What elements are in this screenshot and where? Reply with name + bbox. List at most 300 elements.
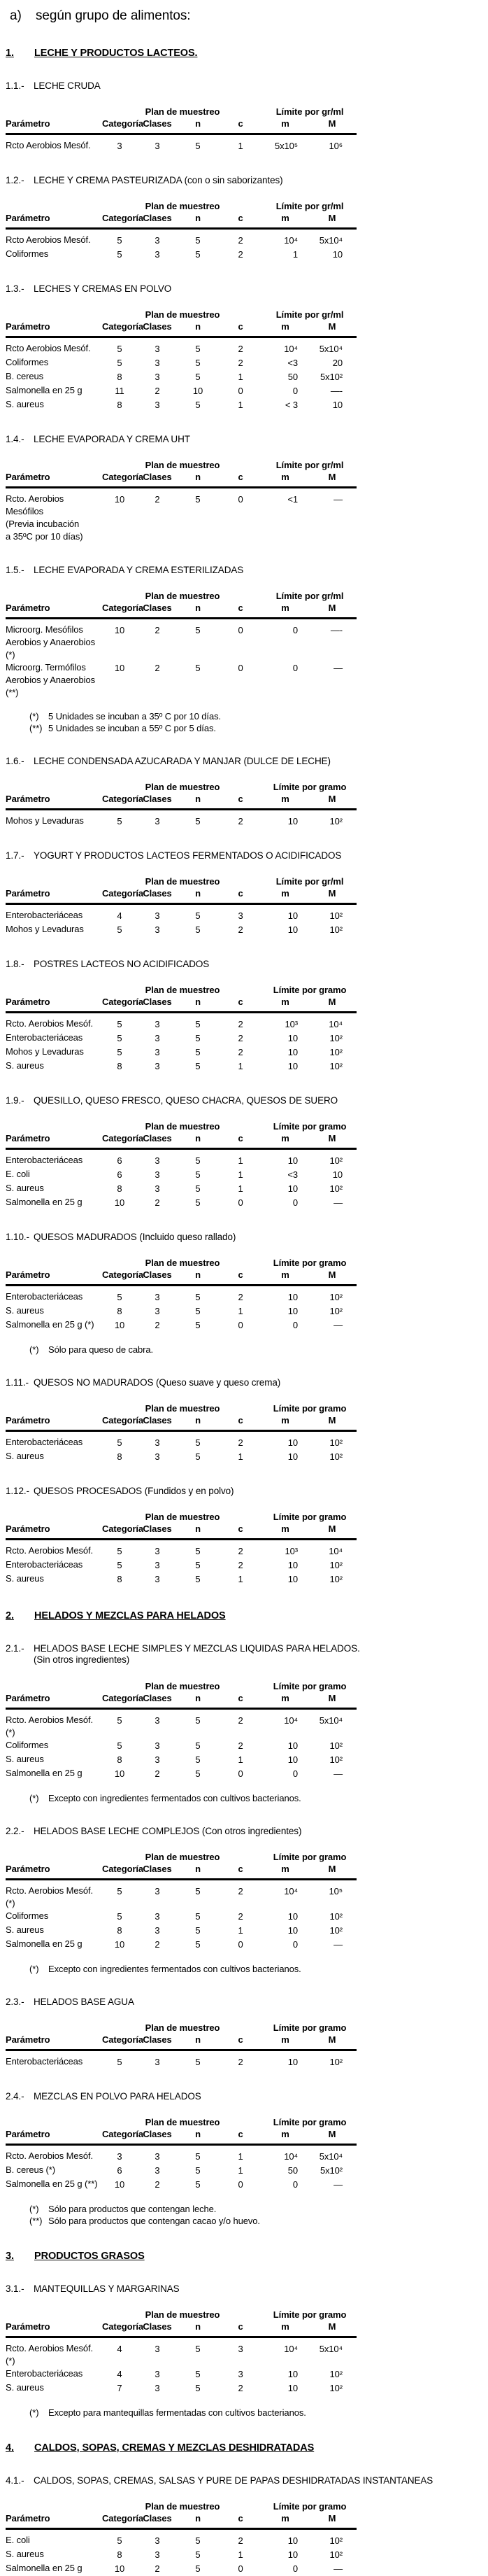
limit-header: Límite por gramo (263, 1403, 357, 1414)
plan-de-muestreo-header: Plan de muestreo (102, 591, 263, 602)
criteria-table (6, 1403, 357, 1464)
cell-c: 2 (218, 356, 263, 370)
cell-clases: 3 (137, 1182, 178, 1196)
footnotes (29, 1963, 482, 1975)
cell-parametro (6, 229, 102, 248)
cell-c: 2 (218, 1046, 263, 1060)
cell-m: 10⁴ (263, 2145, 308, 2165)
subsection-title: LECHE Y CREMA PASTEURIZADA (con o sin saborizantes) (34, 175, 283, 185)
column-header-row (6, 2512, 357, 2529)
table-row (6, 1149, 357, 1169)
cell-clases: 3 (137, 904, 178, 924)
cell-c: 0 (218, 661, 263, 699)
subsection-number: 4.1.- (6, 2475, 34, 2486)
cell-clases: 2 (137, 1318, 178, 1332)
cell-n: 5 (178, 1572, 218, 1586)
column-header-n: n (178, 212, 218, 229)
cell-n: 5 (178, 1318, 218, 1332)
cell-M: — (308, 1938, 357, 1952)
column-header-M: M (308, 996, 357, 1013)
parametro-line: B. cereus (*) (6, 2164, 102, 2176)
plan-de-muestreo-header: Plan de muestreo (102, 1681, 263, 1692)
subsection-heading (6, 1643, 482, 1654)
parametro-line: Rcto. Aerobios Mesóf.(*) (6, 1714, 102, 1739)
cell-m: 0 (263, 384, 308, 398)
column-header-categoria: Categoría (102, 2512, 137, 2529)
cell-c: 0 (218, 2178, 263, 2192)
cell-c: 2 (218, 1739, 263, 1753)
cell-categoria: 7 (102, 2381, 137, 2395)
cell-m: 10 (263, 1753, 308, 1767)
cell-c: 1 (218, 1168, 263, 1182)
footnote-mark: (*) (29, 710, 48, 722)
header-spacer (6, 1681, 102, 1692)
column-header-m: m (263, 2034, 308, 2050)
cell-categoria: 10 (102, 661, 137, 699)
parametro-line: Mohos y Levaduras (6, 1046, 102, 1058)
header-group-row (6, 985, 357, 996)
cell-m: 10 (263, 904, 308, 924)
table-row (6, 370, 357, 384)
column-header-m: m (263, 996, 308, 1013)
cell-m: 10 (263, 1046, 308, 1060)
cell-c: 0 (218, 1938, 263, 1952)
column-header-c: c (218, 2321, 263, 2337)
column-header-n: n (178, 2034, 218, 2050)
cell-c: 1 (218, 398, 263, 412)
footnotes (29, 2203, 482, 2227)
cell-M: 5x10⁴ (308, 2145, 357, 2165)
table-body (6, 1880, 357, 1952)
cell-categoria: 5 (102, 923, 137, 937)
cell-categoria: 8 (102, 1450, 137, 1464)
column-header-categoria: Categoría (102, 1863, 137, 1880)
cell-c: 2 (218, 923, 263, 937)
cell-c: 3 (218, 2367, 263, 2381)
cell-M: —- (308, 619, 357, 662)
column-header-m: m (263, 602, 308, 619)
limit-header: Límite por gr/ml (263, 201, 357, 212)
subsection-heading (6, 959, 482, 969)
table-row (6, 810, 357, 829)
subsection-heading (6, 850, 482, 861)
cell-m: 1 (263, 248, 308, 262)
footnotes (29, 2407, 482, 2419)
cell-m: 0 (263, 2562, 308, 2576)
parametro-line: Enterobacteriáceas (6, 2367, 102, 2380)
footnote-text: Excepto con ingredientes fermentados con cultivos bacterianos. (48, 1792, 301, 1804)
footnote-text: Excepto con ingredientes fermentados con cultivos bacterianos. (48, 1963, 301, 1975)
cell-M: — (308, 1196, 357, 1210)
cell-m: 10 (263, 2367, 308, 2381)
cell-n: 5 (178, 398, 218, 412)
table-body (6, 488, 357, 544)
column-header-n: n (178, 996, 218, 1013)
footnote-mark: (*) (29, 2407, 48, 2419)
parametro-line: Rcto. Aerobios Mesóf. (6, 1544, 102, 1557)
subsection-heading (6, 1232, 482, 1242)
parametro-line: Enterobacteriáceas (6, 1154, 102, 1167)
criteria-table (6, 309, 357, 412)
footnote-text: Sólo para queso de cabra. (48, 1344, 153, 1356)
column-header-m: m (263, 212, 308, 229)
cell-c: 1 (218, 1304, 263, 1318)
cell-M: 10 (308, 1168, 357, 1182)
column-header-c: c (218, 2034, 263, 2050)
table-row (6, 1032, 357, 1046)
parametro-line: S. aureus (6, 1060, 102, 1072)
table-row (6, 1013, 357, 1032)
cell-m: 10 (263, 1910, 308, 1924)
column-header-n: n (178, 1523, 218, 1540)
cell-M: — (308, 1767, 357, 1781)
cell-parametro (6, 923, 102, 937)
column-header-c: c (218, 1269, 263, 1286)
footnote-mark: (*) (29, 1963, 48, 1975)
column-header-c: c (218, 602, 263, 619)
cell-n: 5 (178, 1431, 218, 1451)
cell-parametro (6, 1196, 102, 1210)
subsection-title: LECHE EVAPORADA Y CREMA ESTERILIZADAS (34, 565, 243, 575)
column-header-n: n (178, 2128, 218, 2145)
cell-categoria: 6 (102, 2164, 137, 2178)
cell-m: 10 (263, 1450, 308, 1464)
footnote-text: 5 Unidades se incuban a 55º C por 5 días. (48, 722, 216, 734)
cell-M: 10⁴ (308, 1540, 357, 1559)
limit-header: Límite por gramo (263, 1121, 357, 1132)
limit-header: Límite por gramo (263, 2309, 357, 2321)
cell-M: 10² (308, 1924, 357, 1938)
parametro-line: Salmonella en 25 g (*) (6, 1318, 102, 1331)
column-header-M: M (308, 602, 357, 619)
parametro-line: Enterobacteriáceas (6, 1436, 102, 1449)
column-header-M: M (308, 212, 357, 229)
footnotes (29, 1792, 482, 1804)
cell-categoria: 10 (102, 488, 137, 544)
limit-header: Límite por gramo (263, 782, 357, 793)
cell-n: 5 (178, 1046, 218, 1060)
column-header-c: c (218, 2512, 263, 2529)
column-header-M: M (308, 1269, 357, 1286)
cell-c: 3 (218, 2337, 263, 2368)
column-header-m: m (263, 1414, 308, 1431)
column-header-parametro: Parámetro (6, 1523, 102, 1540)
column-header-categoria: Categoría (102, 118, 137, 134)
table-row (6, 1540, 357, 1559)
header-group-row (6, 2117, 357, 2128)
table-row (6, 2562, 357, 2576)
cell-clases: 3 (137, 337, 178, 357)
cell-n: 5 (178, 1938, 218, 1952)
column-header-n: n (178, 1863, 218, 1880)
column-header-parametro: Parámetro (6, 1414, 102, 1431)
parametro-line: Enterobacteriáceas (6, 1032, 102, 1044)
cell-c: 2 (218, 229, 263, 248)
column-header-parametro: Parámetro (6, 2321, 102, 2337)
cell-parametro (6, 356, 102, 370)
column-header-M: M (308, 321, 357, 337)
subsection-number: 1.12.- (6, 1486, 34, 1496)
cell-m: <1 (263, 488, 308, 544)
subsection-title: HELADOS BASE LECHE COMPLEJOS (Con otros ingredientes) (34, 1826, 301, 1836)
column-header-row (6, 2321, 357, 2337)
cell-m: 5x10⁵ (263, 134, 308, 154)
criteria-table (6, 201, 357, 262)
column-header-c: c (218, 2128, 263, 2145)
cell-m: <3 (263, 356, 308, 370)
cell-clases: 3 (137, 1753, 178, 1767)
column-header-categoria: Categoría (102, 471, 137, 488)
footnote-mark: (*) (29, 1344, 48, 1356)
table-row (6, 1709, 357, 1740)
parametro-line: Coliformes (6, 248, 102, 260)
cell-c: 1 (218, 370, 263, 384)
column-header-parametro: Parámetro (6, 212, 102, 229)
parametro-line: Salmonella en 25 g (6, 1938, 102, 1950)
parametro-line: S. aureus (6, 1450, 102, 1463)
table-row (6, 1572, 357, 1586)
column-header-c: c (218, 1414, 263, 1431)
cell-M: — (308, 1318, 357, 1332)
table-head (6, 2117, 357, 2145)
parametro-line: Coliformes (6, 1739, 102, 1752)
subsection-number: 1.9.- (6, 1095, 34, 1106)
cell-M: 10⁴ (308, 1013, 357, 1032)
column-header-parametro: Parámetro (6, 887, 102, 904)
cell-parametro (6, 2529, 102, 2549)
column-header-c: c (218, 793, 263, 810)
cell-n: 5 (178, 1767, 218, 1781)
cell-categoria: 5 (102, 1431, 137, 1451)
cell-parametro (6, 1910, 102, 1924)
cell-parametro (6, 2381, 102, 2395)
table-row (6, 229, 357, 248)
criteria-table (6, 106, 357, 153)
cell-M: 10² (308, 1149, 357, 1169)
cell-M: 10² (308, 904, 357, 924)
column-header-clases: Clases (137, 2034, 178, 2050)
table-head (6, 2309, 357, 2337)
cell-M: 10² (308, 810, 357, 829)
cell-categoria: 5 (102, 1709, 137, 1740)
footnote-text: 5 Unidades se incuban a 35º C por 10 días. (48, 710, 221, 722)
column-header-n: n (178, 321, 218, 337)
cell-parametro (6, 661, 102, 699)
table-row (6, 1910, 357, 1924)
column-header-categoria: Categoría (102, 1414, 137, 1431)
cell-n: 5 (178, 2050, 218, 2070)
cell-m: 0 (263, 1318, 308, 1332)
cell-clases: 3 (137, 923, 178, 937)
table-head (6, 591, 357, 619)
column-header-c: c (218, 996, 263, 1013)
footnote-text: Sólo para productos que contengan cacao y/o huevo. (48, 2215, 260, 2227)
table-head (6, 2501, 357, 2529)
cell-c: 2 (218, 1709, 263, 1740)
column-header-row (6, 793, 357, 810)
table-row (6, 2178, 357, 2192)
column-header-clases: Clases (137, 1269, 178, 1286)
table-row (6, 398, 357, 412)
parametro-line: E. coli (6, 2534, 102, 2547)
column-header-m: m (263, 1132, 308, 1149)
limit-header: Límite por gramo (263, 2501, 357, 2512)
table-head (6, 309, 357, 337)
subsection-title: QUESILLO, QUESO FRESCO, QUESO CHACRA, QUESOS DE SUERO (34, 1095, 338, 1106)
cell-clases: 3 (137, 1149, 178, 1169)
limit-header: Límite por gramo (263, 1258, 357, 1269)
column-header-c: c (218, 887, 263, 904)
subsection-title: HELADOS BASE LECHE SIMPLES Y MEZCLAS LIQUIDAS PARA HELADOS. (34, 1643, 360, 1654)
subsection-title: POSTRES LACTEOS NO ACIDIFICADOS (34, 959, 209, 969)
parametro-line: Salmonella en 25 g (6, 1196, 102, 1209)
parametro-line: Mohos y Levaduras (6, 815, 102, 827)
cell-n: 5 (178, 1924, 218, 1938)
cell-c: 2 (218, 1540, 263, 1559)
cell-n: 5 (178, 1182, 218, 1196)
subsection-number: 2.4.- (6, 2091, 34, 2102)
cell-categoria: 10 (102, 1318, 137, 1332)
subsection-heading (6, 80, 482, 91)
table-body (6, 1149, 357, 1211)
cell-parametro (6, 488, 102, 544)
table-row (6, 2548, 357, 2562)
cell-c: 0 (218, 2562, 263, 2576)
subsection-title: MEZCLAS EN POLVO PARA HELADOS (34, 2091, 201, 2102)
column-header-clases: Clases (137, 118, 178, 134)
cell-parametro (6, 904, 102, 924)
column-header-clases: Clases (137, 996, 178, 1013)
parametro-line: S. aureus (6, 398, 102, 411)
cell-m: 10 (263, 1924, 308, 1938)
cell-n: 5 (178, 356, 218, 370)
cell-m: 0 (263, 1767, 308, 1781)
cell-m: 0 (263, 1938, 308, 1952)
subsection-number: 3.1.- (6, 2283, 34, 2294)
header-group-row (6, 591, 357, 602)
parametro-line: Rcto. Aerobios Mesóf.(*) (6, 2342, 102, 2367)
group-number: 1. (6, 48, 34, 59)
cell-categoria: 8 (102, 1060, 137, 1074)
subsection-number: 1.2.- (6, 175, 34, 185)
column-header-m: m (263, 1269, 308, 1286)
table-row (6, 1739, 357, 1753)
cell-c: 1 (218, 1060, 263, 1074)
cell-clases: 3 (137, 1924, 178, 1938)
cell-M: 10² (308, 923, 357, 937)
cell-clases: 2 (137, 619, 178, 662)
cell-n: 5 (178, 2381, 218, 2395)
table-body (6, 2145, 357, 2193)
cell-categoria: 8 (102, 2548, 137, 2562)
cell-clases: 3 (137, 1572, 178, 1586)
parametro-line: S. aureus (6, 1924, 102, 1936)
column-header-categoria: Categoría (102, 2128, 137, 2145)
cell-clases: 3 (137, 810, 178, 829)
cell-parametro (6, 1558, 102, 1572)
cell-parametro (6, 1304, 102, 1318)
cell-clases: 3 (137, 1168, 178, 1182)
column-header-M: M (308, 887, 357, 904)
column-header-m: m (263, 1692, 308, 1709)
parametro-line: Microorg. Termófilos (6, 661, 102, 674)
cell-clases: 3 (137, 2548, 178, 2562)
parametro-line: Rcto. Aerobios Mesóf.(*) (6, 1885, 102, 1910)
column-header-parametro: Parámetro (6, 1269, 102, 1286)
cell-clases: 3 (137, 2337, 178, 2368)
column-header-categoria: Categoría (102, 1269, 137, 1286)
parametro-line: S. aureus (6, 1753, 102, 1766)
cell-n: 5 (178, 248, 218, 262)
cell-categoria: 5 (102, 1540, 137, 1559)
intro-label: a) (10, 8, 36, 24)
subsection-title: LECHE CRUDA (34, 80, 101, 91)
cell-M: 10² (308, 2050, 357, 2070)
footnote (29, 1792, 482, 1804)
cell-parametro (6, 1450, 102, 1464)
cell-clases: 3 (137, 248, 178, 262)
subsection-title: MANTEQUILLAS Y MARGARINAS (34, 2283, 180, 2294)
table-row (6, 923, 357, 937)
parametro-line: S. aureus (6, 2381, 102, 2394)
header-group-row (6, 1403, 357, 1414)
header-spacer (6, 1852, 102, 1863)
parametro-line: Salmonella en 25 g (6, 1767, 102, 1780)
cell-parametro (6, 2164, 102, 2178)
group-title: PRODUCTOS GRASOS (34, 2251, 145, 2262)
cell-c: 1 (218, 1149, 263, 1169)
column-header-parametro: Parámetro (6, 2034, 102, 2050)
cell-parametro (6, 337, 102, 357)
cell-parametro (6, 1060, 102, 1074)
cell-clases: 2 (137, 488, 178, 544)
cell-m: 10 (263, 1558, 308, 1572)
column-header-c: c (218, 212, 263, 229)
table-body (6, 1013, 357, 1074)
header-group-row (6, 2501, 357, 2512)
table-row (6, 2164, 357, 2178)
cell-parametro (6, 619, 102, 662)
cell-c: 2 (218, 1286, 263, 1305)
cell-m: 50 (263, 370, 308, 384)
cell-m: 10 (263, 2050, 308, 2070)
cell-c: 2 (218, 248, 263, 262)
subsection-heading (6, 756, 482, 766)
cell-c: 0 (218, 1196, 263, 1210)
header-spacer (6, 1258, 102, 1269)
column-header-m: m (263, 1863, 308, 1880)
header-spacer (6, 1403, 102, 1414)
table-body (6, 2529, 357, 2576)
table-row (6, 488, 357, 544)
plan-de-muestreo-header: Plan de muestreo (102, 1121, 263, 1132)
header-spacer (6, 1121, 102, 1132)
table-row (6, 1060, 357, 1074)
cell-c: 2 (218, 1032, 263, 1046)
criteria-table (6, 1258, 357, 1332)
footnote (29, 2215, 482, 2227)
cell-n: 5 (178, 2548, 218, 2562)
header-group-row (6, 2022, 357, 2034)
parametro-line: Aerobios y Anaerobios (*) (6, 636, 102, 661)
subsection-heading (6, 434, 482, 444)
cell-c: 0 (218, 1767, 263, 1781)
cell-categoria: 5 (102, 1558, 137, 1572)
footnote (29, 2407, 482, 2419)
cell-n: 5 (178, 337, 218, 357)
cell-c: 3 (218, 904, 263, 924)
plan-de-muestreo-header: Plan de muestreo (102, 460, 263, 471)
